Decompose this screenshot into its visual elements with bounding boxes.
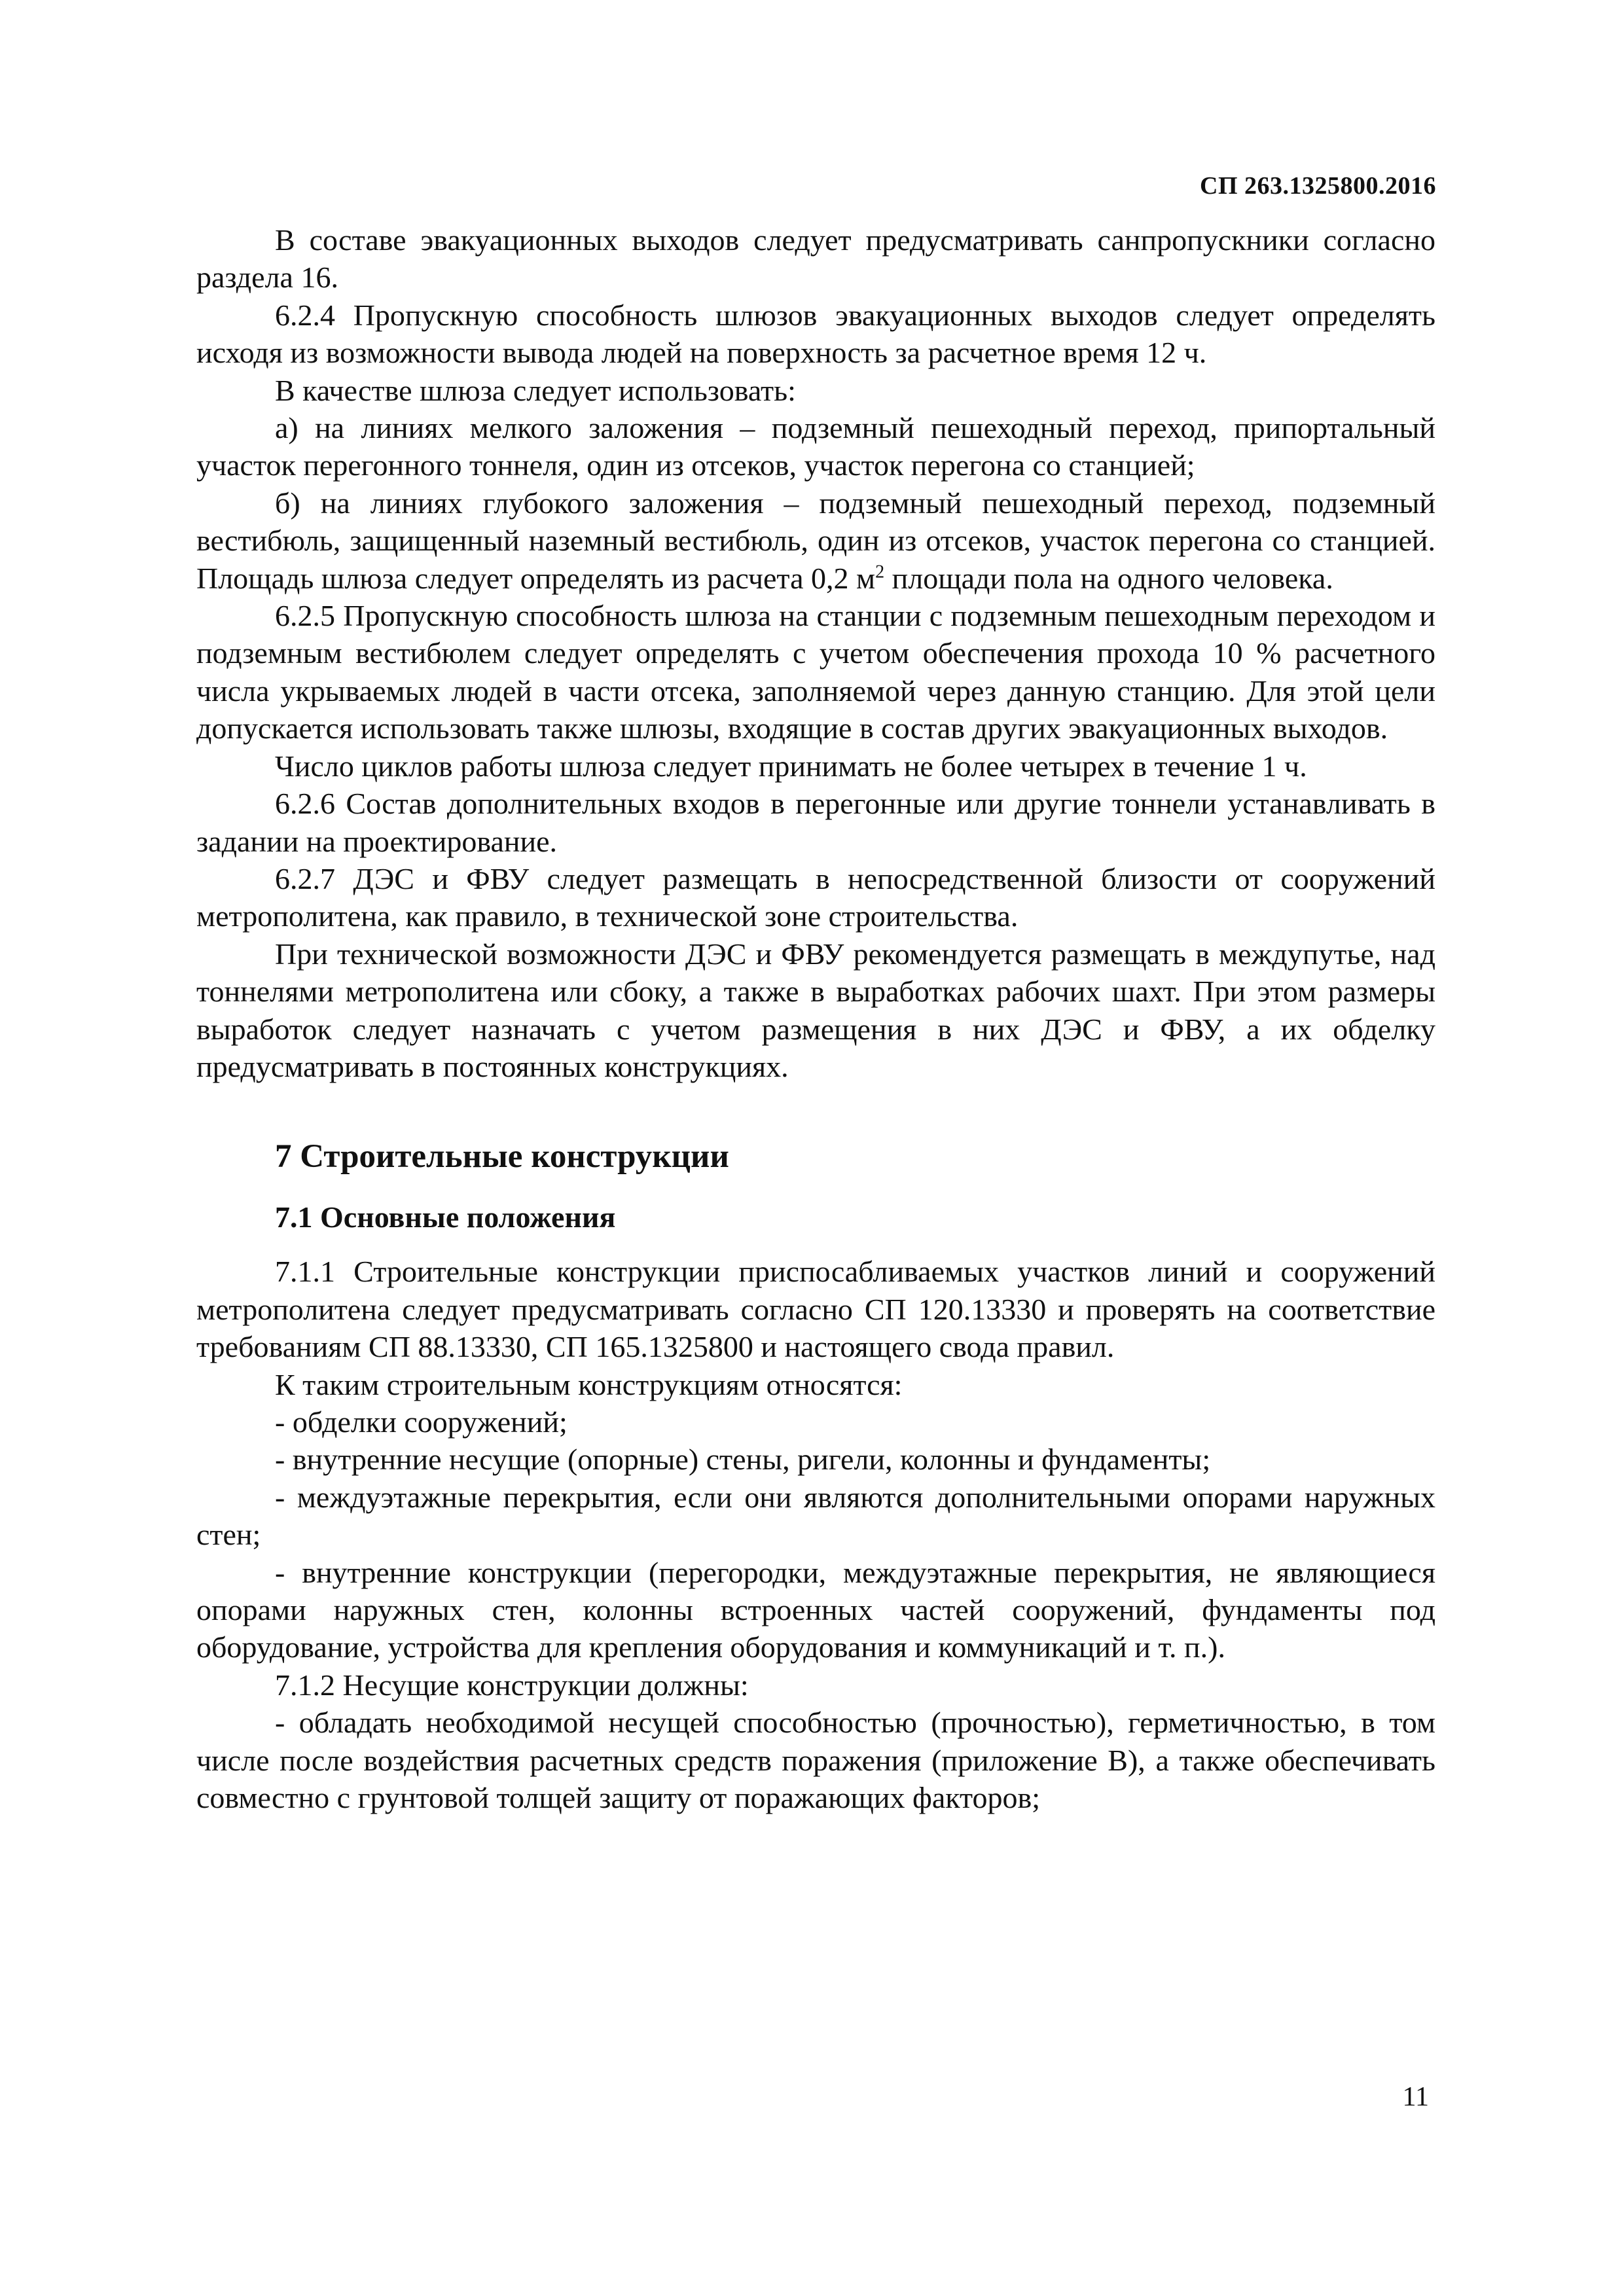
paragraph: 7.1.1 Строительные конструкции приспосабливаемых участков линий и сооружений метрополитена следует предусматривать согласно СП 120.13330 и проверять на соответствие требованиям СП 88.13330, СП 165.1325800 и настоящего свода правил. [196,1255,1435,1364]
paragraph: 6.2.6 Состав дополнительных входов в перегонные или другие тоннели устанавливать в задании на проектирование. [196,787,1435,858]
list-item: - обладать необходимой несущей способностью (прочностью), герметичностью, в том числе после воздействия расчетных средств поражения (приложение В), а также обеспечивать совместно с грунтовой толщей защиту от поражающих факторов; [196,1706,1435,1815]
list-item: - внутренние несущие (опорные) стены, ригели, колонны и фундаменты; [275,1443,1211,1477]
list-item: - междуэтажные перекрытия, если они являются дополнительными опорами наружных стен; [196,1480,1435,1552]
paragraph: а) на линиях мелкого заложения – подземный пешеходный переход, припортальный участок перегонного тоннеля, один из отсеков, участок перегона со станцией; [196,411,1435,482]
paragraph: В составе эвакуационных выходов следует предусматривать санпропускники согласно раздела 16. [196,223,1435,295]
superscript: 2 [875,562,885,583]
paragraph: 6.2.7 ДЭС и ФВУ следует размещать в непосредственной близости от сооружений метрополитена, как правило, в технической зоне строительства. [196,861,1435,933]
page-number: 11 [1402,2082,1429,2112]
paragraph: 7.1.2 Несущие конструкции должны: [275,1668,749,1702]
page-body [196,221,1435,1816]
list-item: - обделки сооружений; [275,1405,568,1439]
subsection-heading: 7.1 Основные положения [275,1200,616,1234]
paragraph: 6.2.5 Пропускную способность шлюза на станции с подземным пешеходным переходом и подземным вестибюлем следует определять с учетом обеспечения прохода 10 % расчетного числа укрываемых людей в части отсека, заполняемой через данную станцию. Для этой цели допускается использовать также шлюзы, входящие в состав других эвакуационных выходов. [196,599,1435,745]
list-item: - внутренние конструкции (перегородки, междуэтажные перекрытия, не являющиеся опорами наружных стен, колонны встроенных частей сооружений, фундаменты под оборудование, устройства для крепления оборудования и коммуникаций и т. п.). [196,1555,1435,1664]
paragraph-text: б) на линиях глубокого заложения – подземный пешеходный переход, подземный вестибюль, защищенный наземный вестибюль, один из отсеков, участок перегона со станцией. Площадь шлюза следует определять из расчета 0,2 м [196,486,1435,595]
paragraph [196,484,1435,597]
paragraph: 6.2.4 Пропускную способность шлюзов эвакуационных выходов следует определять исходя из возможности вывода людей на поверхность за расчетное время 12 ч. [196,298,1435,370]
paragraph: Число циклов работы шлюза следует принимать не более четырех в течение 1 ч. [275,749,1307,783]
paragraph-text: площади пола на одного человека. [884,561,1333,595]
document-code: СП 263.1325800.2016 [1200,172,1436,200]
paragraph: К таким строительным конструкциям относятся: [275,1367,903,1401]
section-heading: 7 Строительные конструкции [275,1138,729,1175]
paragraph: В качестве шлюза следует использовать: [275,373,796,407]
paragraph: При технической возможности ДЭС и ФВУ рекомендуется размещать в междупутье, над тоннелями метрополитена или сбоку, а также в выработках рабочих шахт. При этом размеры выработок следует назначать с учетом размещения в них ДЭС и ФВУ, а их обделку предусматривать в постоянных конструкциях. [196,937,1435,1083]
